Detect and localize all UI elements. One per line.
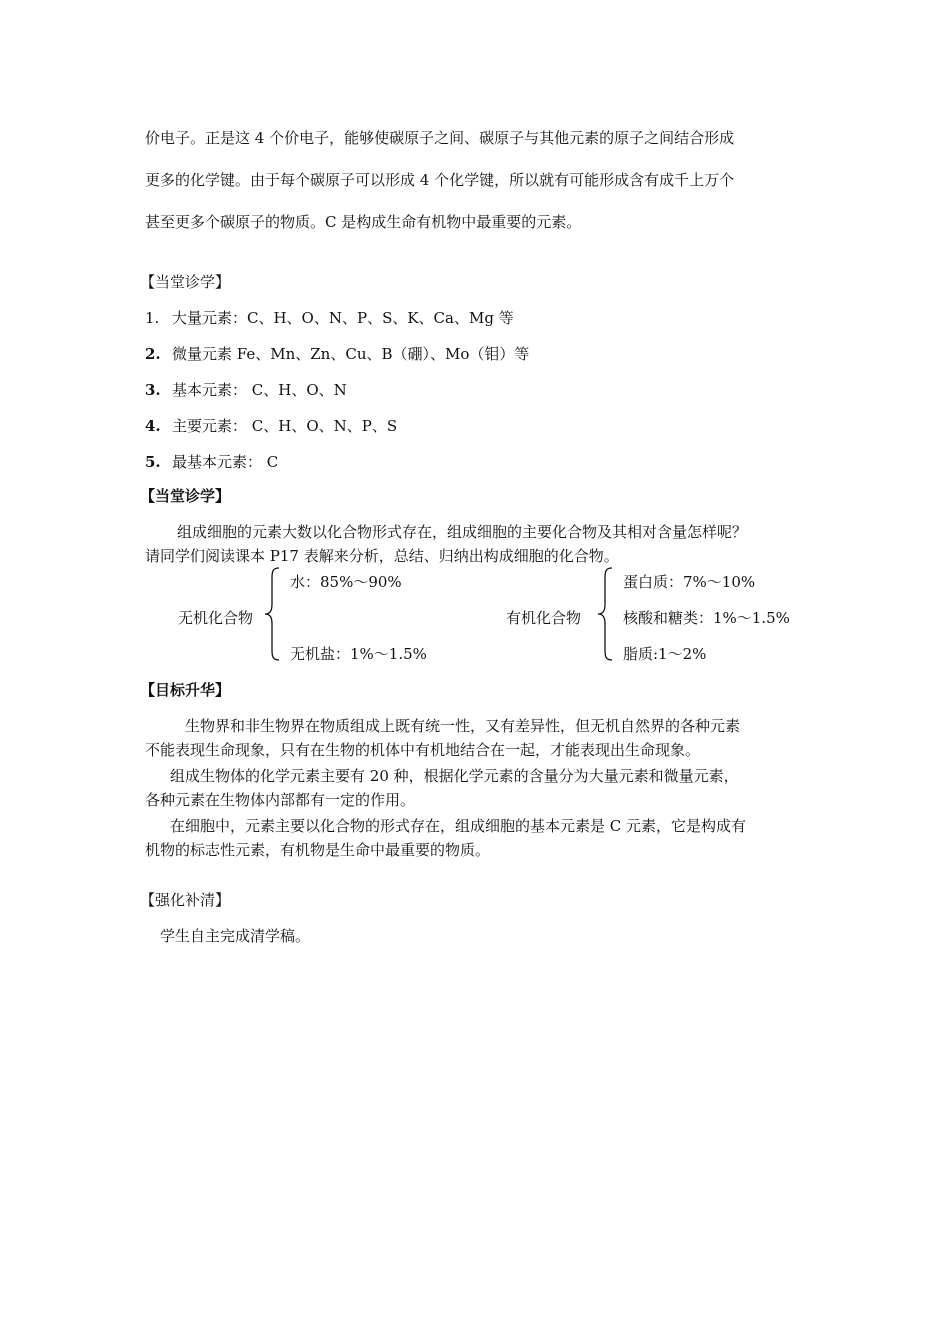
organic-compound-label: 有机化合物	[506, 609, 582, 627]
list-item-text: 微量元素 Fe、Mn、Zn、Cu、B（硼）、Mo（钼）等	[172, 345, 530, 363]
left-brace-icon	[263, 566, 283, 662]
section-heading-goal: 【目标升华】	[140, 681, 231, 699]
section-heading-diagnosis-1: 【当堂诊学】	[140, 273, 231, 291]
inorganic-compound-label: 无机化合物	[178, 609, 254, 627]
section-heading-reinforce: 【强化补清】	[140, 891, 231, 909]
left-brace-icon	[596, 566, 616, 662]
list-item-text: 大量元素：C、H、O、N、P、S、K、Ca、Mg 等	[172, 309, 514, 327]
list-item-number: 1.	[145, 309, 160, 327]
section-heading-diagnosis-2: 【当堂诊学】	[140, 487, 231, 505]
intro-line-3: 甚至更多个碳原子的物质。C 是构成生命有机物中最重要的元素。	[145, 213, 582, 231]
inorganic-item-salt: 无机盐：1%～1.5%	[290, 645, 427, 663]
section2-paragraph-line-2: 请同学们阅读课本 P17 表解来分析，总结、归纳出构成细胞的化合物。	[145, 547, 619, 565]
section4-text: 学生自主完成清学稿。	[160, 927, 311, 945]
intro-line-1: 价电子。正是这 4 个价电子，能够使碳原子之间、碳原子与其他元素的原子之间结合形成	[145, 129, 735, 147]
section3-p1-line-2: 不能表现生命现象，只有在生物的机体中有机地结合在一起，才能表现出生命现象。	[145, 741, 701, 759]
list-item-text: 主要元素： C、H、O、N、P、S	[172, 417, 398, 435]
list-item-text: 基本元素： C、H、O、N	[172, 381, 347, 399]
organic-item-nucleic-sugar: 核酸和糖类：1%～1.5%	[623, 609, 790, 627]
section3-p3-line-1: 在细胞中，元素主要以化合物的形式存在，组成细胞的基本元素是 C 元素，它是构成有	[170, 817, 747, 835]
organic-item-protein: 蛋白质：7%～10%	[623, 573, 756, 591]
list-item-number: 3.	[145, 381, 161, 399]
section3-p1-line-1: 生物界和非生物界在物质组成上既有统一性，又有差异性，但无机自然界的各种元素	[185, 717, 741, 735]
list-item-number: 2.	[145, 345, 161, 363]
inorganic-item-water: 水：85%～90%	[290, 573, 402, 591]
intro-line-2: 更多的化学键。由于每个碳原子可以形成 4 个化学键，所以就有可能形成含有成千上万个	[145, 171, 735, 189]
section3-p3-line-2: 机物的标志性元素，有机物是生命中最重要的物质。	[145, 841, 491, 859]
section2-paragraph-line-1: 组成细胞的元素大数以化合物形式存在，组成细胞的主要化合物及其相对含量怎样呢？	[177, 523, 748, 541]
section3-p2-line-2: 各种元素在生物体内部都有一定的作用。	[145, 791, 416, 809]
list-item-number: 5.	[145, 453, 161, 471]
list-item-number: 4.	[145, 417, 161, 435]
organic-item-lipid: 脂质:1～2%	[623, 645, 707, 663]
list-item-text: 最基本元素： C	[172, 453, 279, 471]
section3-p2-line-1: 组成生物体的化学元素主要有 20 种，根据化学元素的含量分为大量元素和微量元素，	[170, 767, 739, 785]
